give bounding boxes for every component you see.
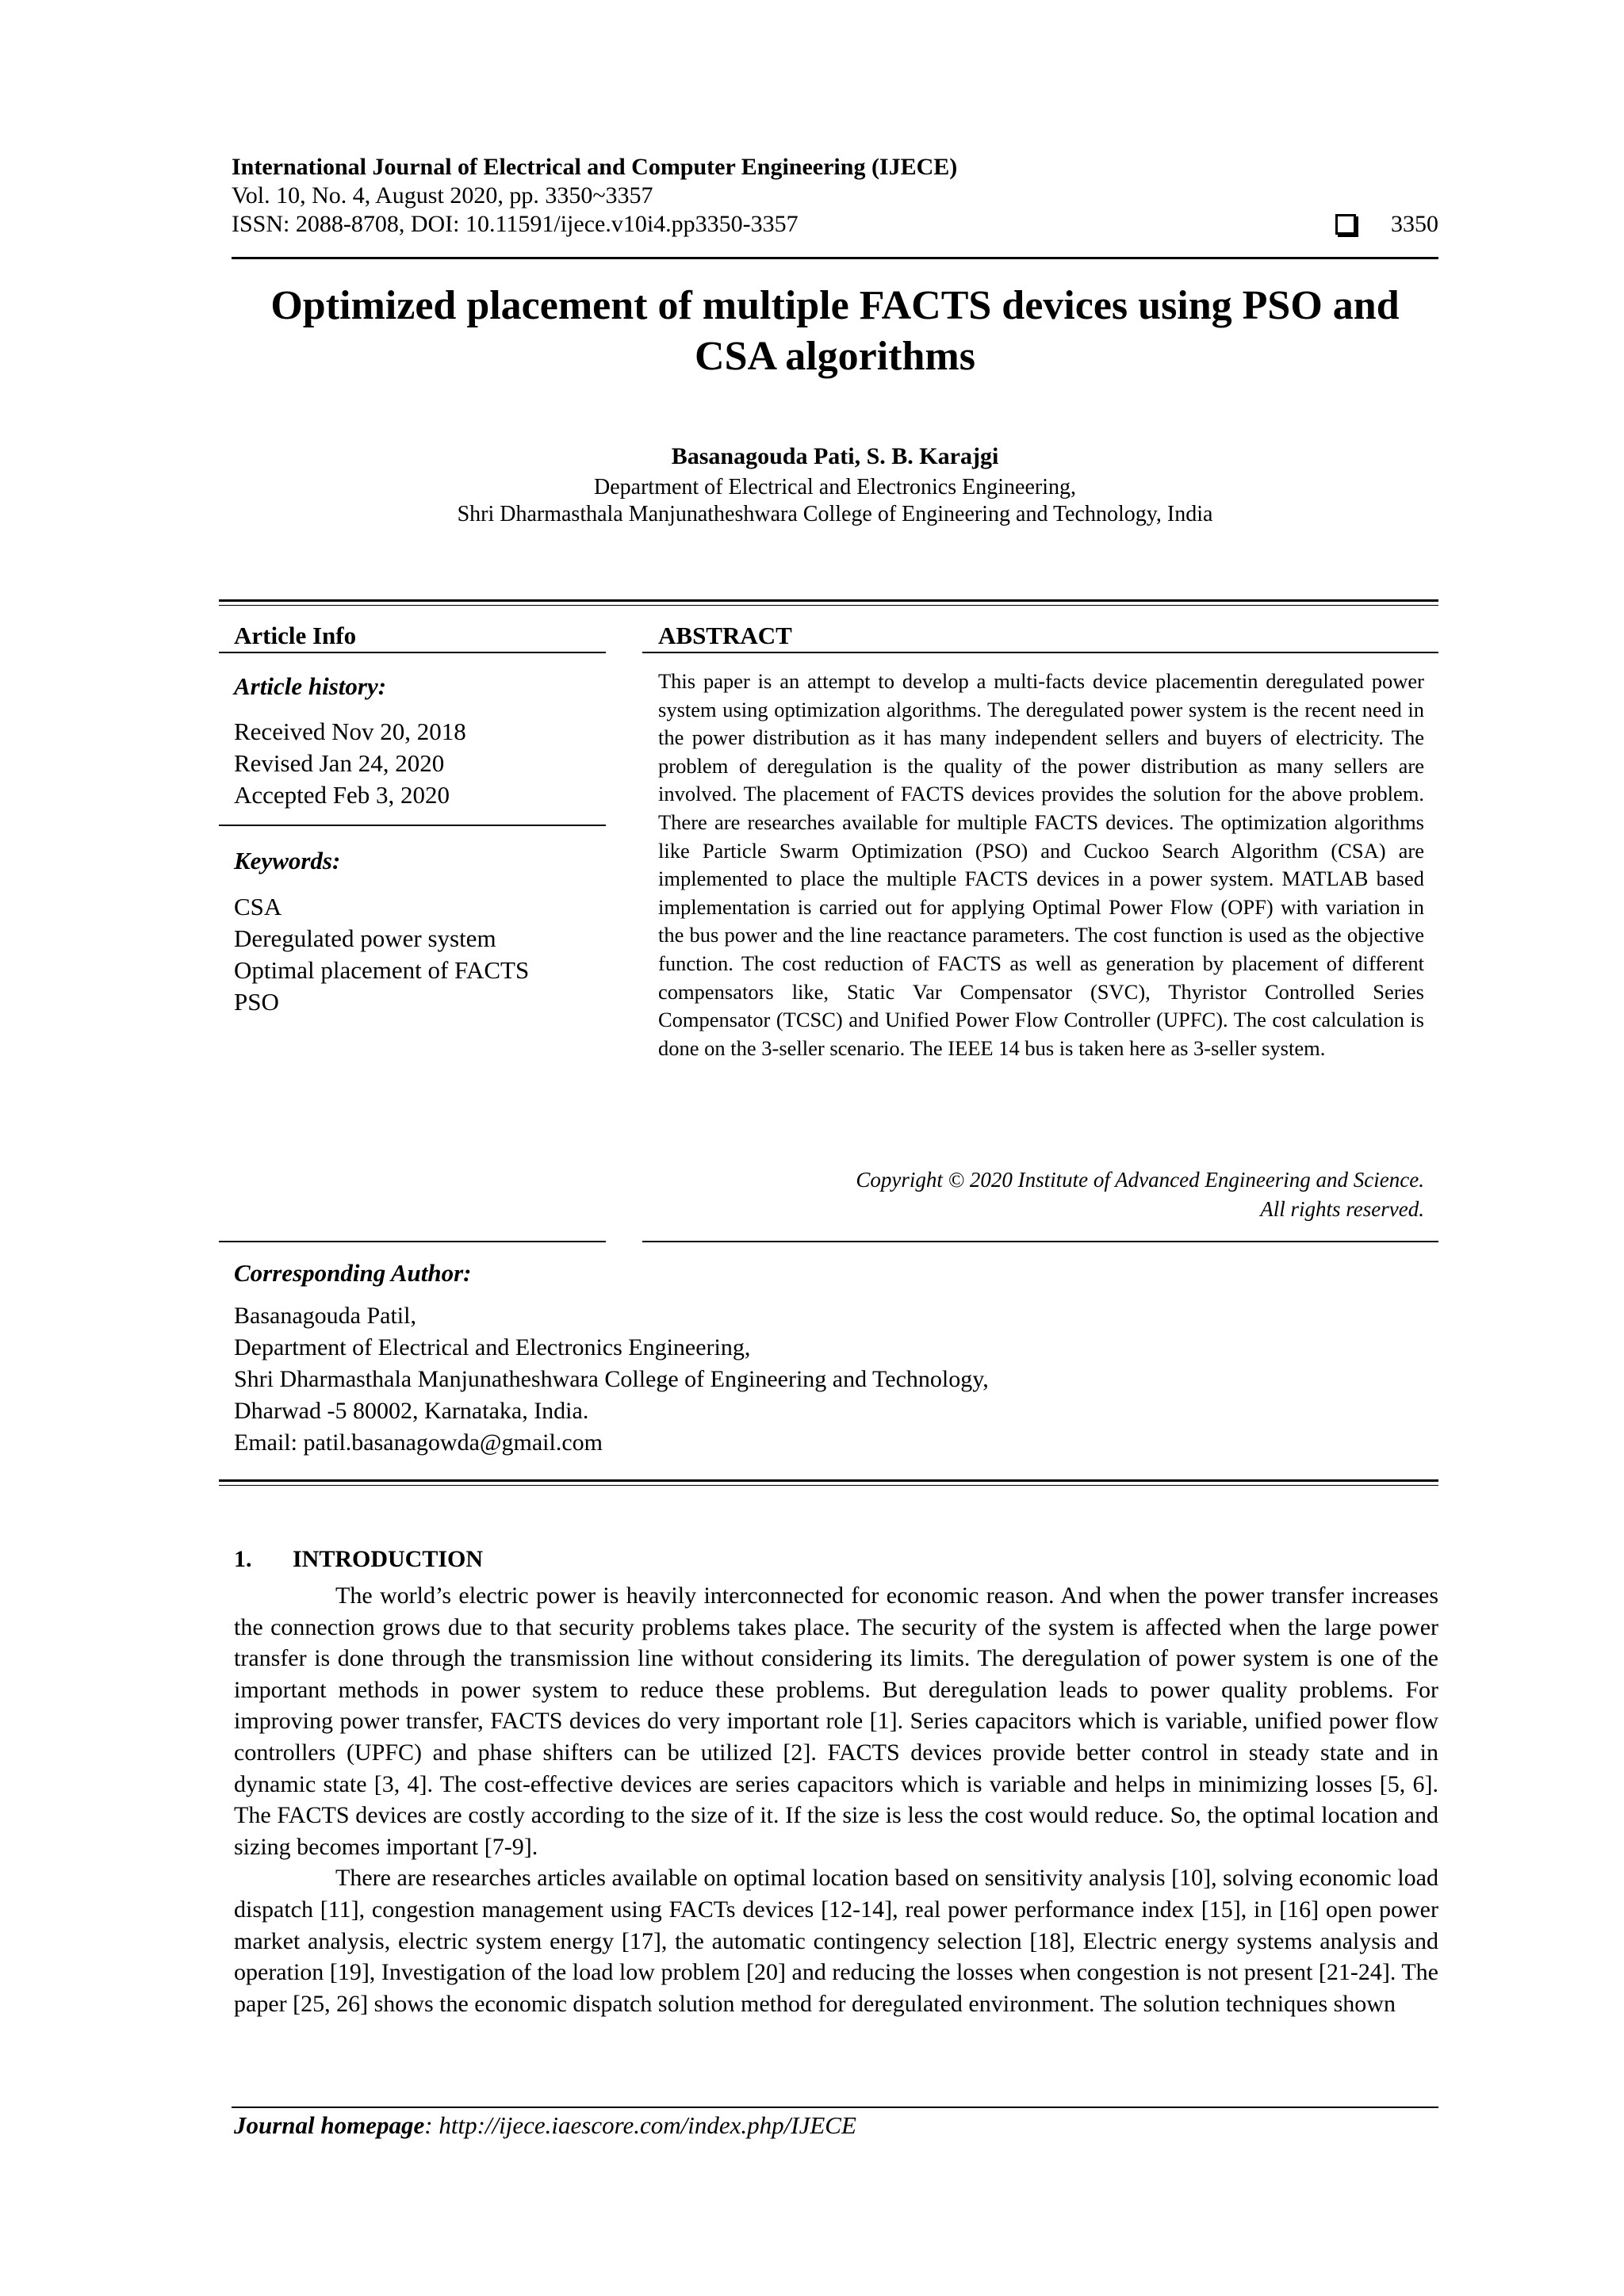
- affiliation-line-1: Department of Electrical and Electronics Engineering,: [594, 475, 1076, 499]
- section-number: 1.: [234, 1546, 252, 1572]
- title-line-1: Optimized placement of multiple FACTS devices using PSO and: [270, 283, 1400, 328]
- running-header: [232, 153, 1438, 239]
- paragraph: There are researches articles available on optimal location based on sensitivity analysis [10], solving economic load dispatch [11], congestion management using FACTs devices [12-14], real power performance index [15], in [16] open power market analysis, electric system energy [17], the automatic contingency selection [18], Electric energy systems analysis and operation [19], Investigation of the load low problem [20] and reducing the losses when congestion is not present [21-24]. The paper [25, 26] shows the economic dispatch solution method for deregulated environment. The solution techniques shown: [234, 1865, 1438, 2017]
- footer-label: Journal homepage: [234, 2111, 425, 2139]
- journal-name: International Journal of Electrical and Computer Engineering (IJECE): [232, 154, 958, 180]
- history-accepted: Accepted Feb 3, 2020: [234, 781, 450, 809]
- corresponding-email: Email: patil.basanagowda@gmail.com: [234, 1429, 603, 1456]
- keywords-heading: Keywords:: [234, 847, 341, 874]
- article-info-rule: [219, 652, 606, 653]
- info-box-bottom-rule: [219, 1479, 1438, 1486]
- abstract-text: This paper is an attempt to develop a multi-facts device placementin deregulated power system using optimization algorithms. The deregulated power system is the recent need in the power distribution as it has many independent sellers and buyers of electricity. The problem of deregulation is the quality of the power distribution as many sellers are involved. The placement of FACTS devices provides the solution for the above problem. There are researches available for multiple FACTS devices. The optimization algorithms like Particle Swarm Optimization (PSO) and Cuckoo Search Algorithm (CSA) are implemented to place the multiple FACTS devices in a power system. MATLAB based implementation is carried out for applying Optimal Power Flow (OPF) with variation in the bus power and the line reactance parameters. The cost function is used as the objective function. The cost reduction of FACTS as well as generation by placement of different compensators like, Static Var Compensator (SVC), Thyristor Controlled Series Compensator (TCSC) and Unified Power Flow Controller (UPFC). The cost calculation is done on the 3-seller scenario. The IEEE 14 bus is taken here as 3-seller system.: [658, 669, 1424, 1060]
- affiliation: [232, 474, 1438, 528]
- keyword-item: PSO: [234, 988, 279, 1016]
- keywords-list: [234, 891, 599, 1018]
- paragraph: The world’s electric power is heavily interconnected for economic reason. And when the power transfer increases the connection grows due to that security problems takes place. The security of the system is affected when the large power transfer is done through the transmission line without considering its limits. The deregulation of power system is one of the important methods in power system to reduce these problems. But deregulation leads to power quality problems. For improving power transfer, FACTS devices do very important role [1]. Series capacitors which is variable, unified power flow controllers (UPFC) and phase shifters can be utilized [2]. FACTS devices provide better control in steady state and in dynamic state [3, 4]. The cost-effective devices are series capacitors which is variable and helps in minimizing losses [5, 6]. The FACTS devices are costly according to the size of it. If the size is less the cost would reduce. So, the optimal location and sizing becomes important [7-9].: [234, 1582, 1438, 1860]
- title-line-2: CSA algorithms: [695, 334, 975, 379]
- issn-doi: ISSN: 2088-8708, DOI: 10.11591/ijece.v10i4.pp3350-3357: [232, 211, 799, 237]
- keyword-item: CSA: [234, 893, 282, 920]
- paper-title: [232, 281, 1438, 382]
- authors: Basanagouda Pati, S. B. Karajgi: [671, 443, 999, 469]
- copyright-line-1: Copyright © 2020 Institute of Advanced Engineering and Science.: [856, 1168, 1424, 1192]
- corresponding-line: Shri Dharmasthala Manjunatheshwara College of Engineering and Technology,: [234, 1366, 989, 1392]
- history-revised: Revised Jan 24, 2020: [234, 749, 445, 777]
- left-bottom-rule: [219, 1241, 606, 1242]
- article-history: [234, 716, 599, 811]
- page-number: 3350: [1391, 211, 1438, 237]
- corresponding-line: Dharwad -5 80002, Karnataka, India.: [234, 1398, 589, 1424]
- corresponding-line: Basanagouda Patil,: [234, 1303, 416, 1329]
- abstract-rule: [642, 652, 1438, 653]
- copyright-line-2: All rights reserved.: [1260, 1197, 1424, 1221]
- footer-rule: [232, 2107, 1438, 2108]
- corresponding-heading: Corresponding Author:: [234, 1259, 472, 1287]
- checkbox-icon: [1335, 214, 1356, 235]
- history-heading: Article history:: [234, 672, 387, 700]
- section-title: INTRODUCTION: [293, 1546, 484, 1572]
- section-heading: [234, 1546, 483, 1573]
- info-box-top-rule: [219, 599, 1438, 606]
- footer: [234, 2111, 856, 2140]
- abstract-heading: ABSTRACT: [658, 622, 792, 649]
- history-rule: [219, 825, 606, 826]
- affiliation-line-2: Shri Dharmasthala Manjunatheshwara College of Engineering and Technology, India: [457, 502, 1213, 526]
- right-bottom-rule: [642, 1241, 1438, 1242]
- journal-homepage-link[interactable]: : http://ijece.iaescore.com/index.php/IJECE: [424, 2111, 856, 2139]
- keyword-item: Deregulated power system: [234, 924, 496, 952]
- corresponding-line: Department of Electrical and Electronics Engineering,: [234, 1334, 751, 1360]
- history-received: Received Nov 20, 2018: [234, 718, 466, 745]
- volume-info: Vol. 10, No. 4, August 2020, pp. 3350~3357: [232, 182, 653, 209]
- corresponding-author: [234, 1259, 1423, 1459]
- header-rule: [232, 257, 1438, 259]
- copyright: [658, 1165, 1424, 1224]
- keyword-item: Optimal placement of FACTS: [234, 956, 530, 984]
- article-info-heading: Article Info: [234, 622, 357, 649]
- introduction-body: [234, 1580, 1438, 2019]
